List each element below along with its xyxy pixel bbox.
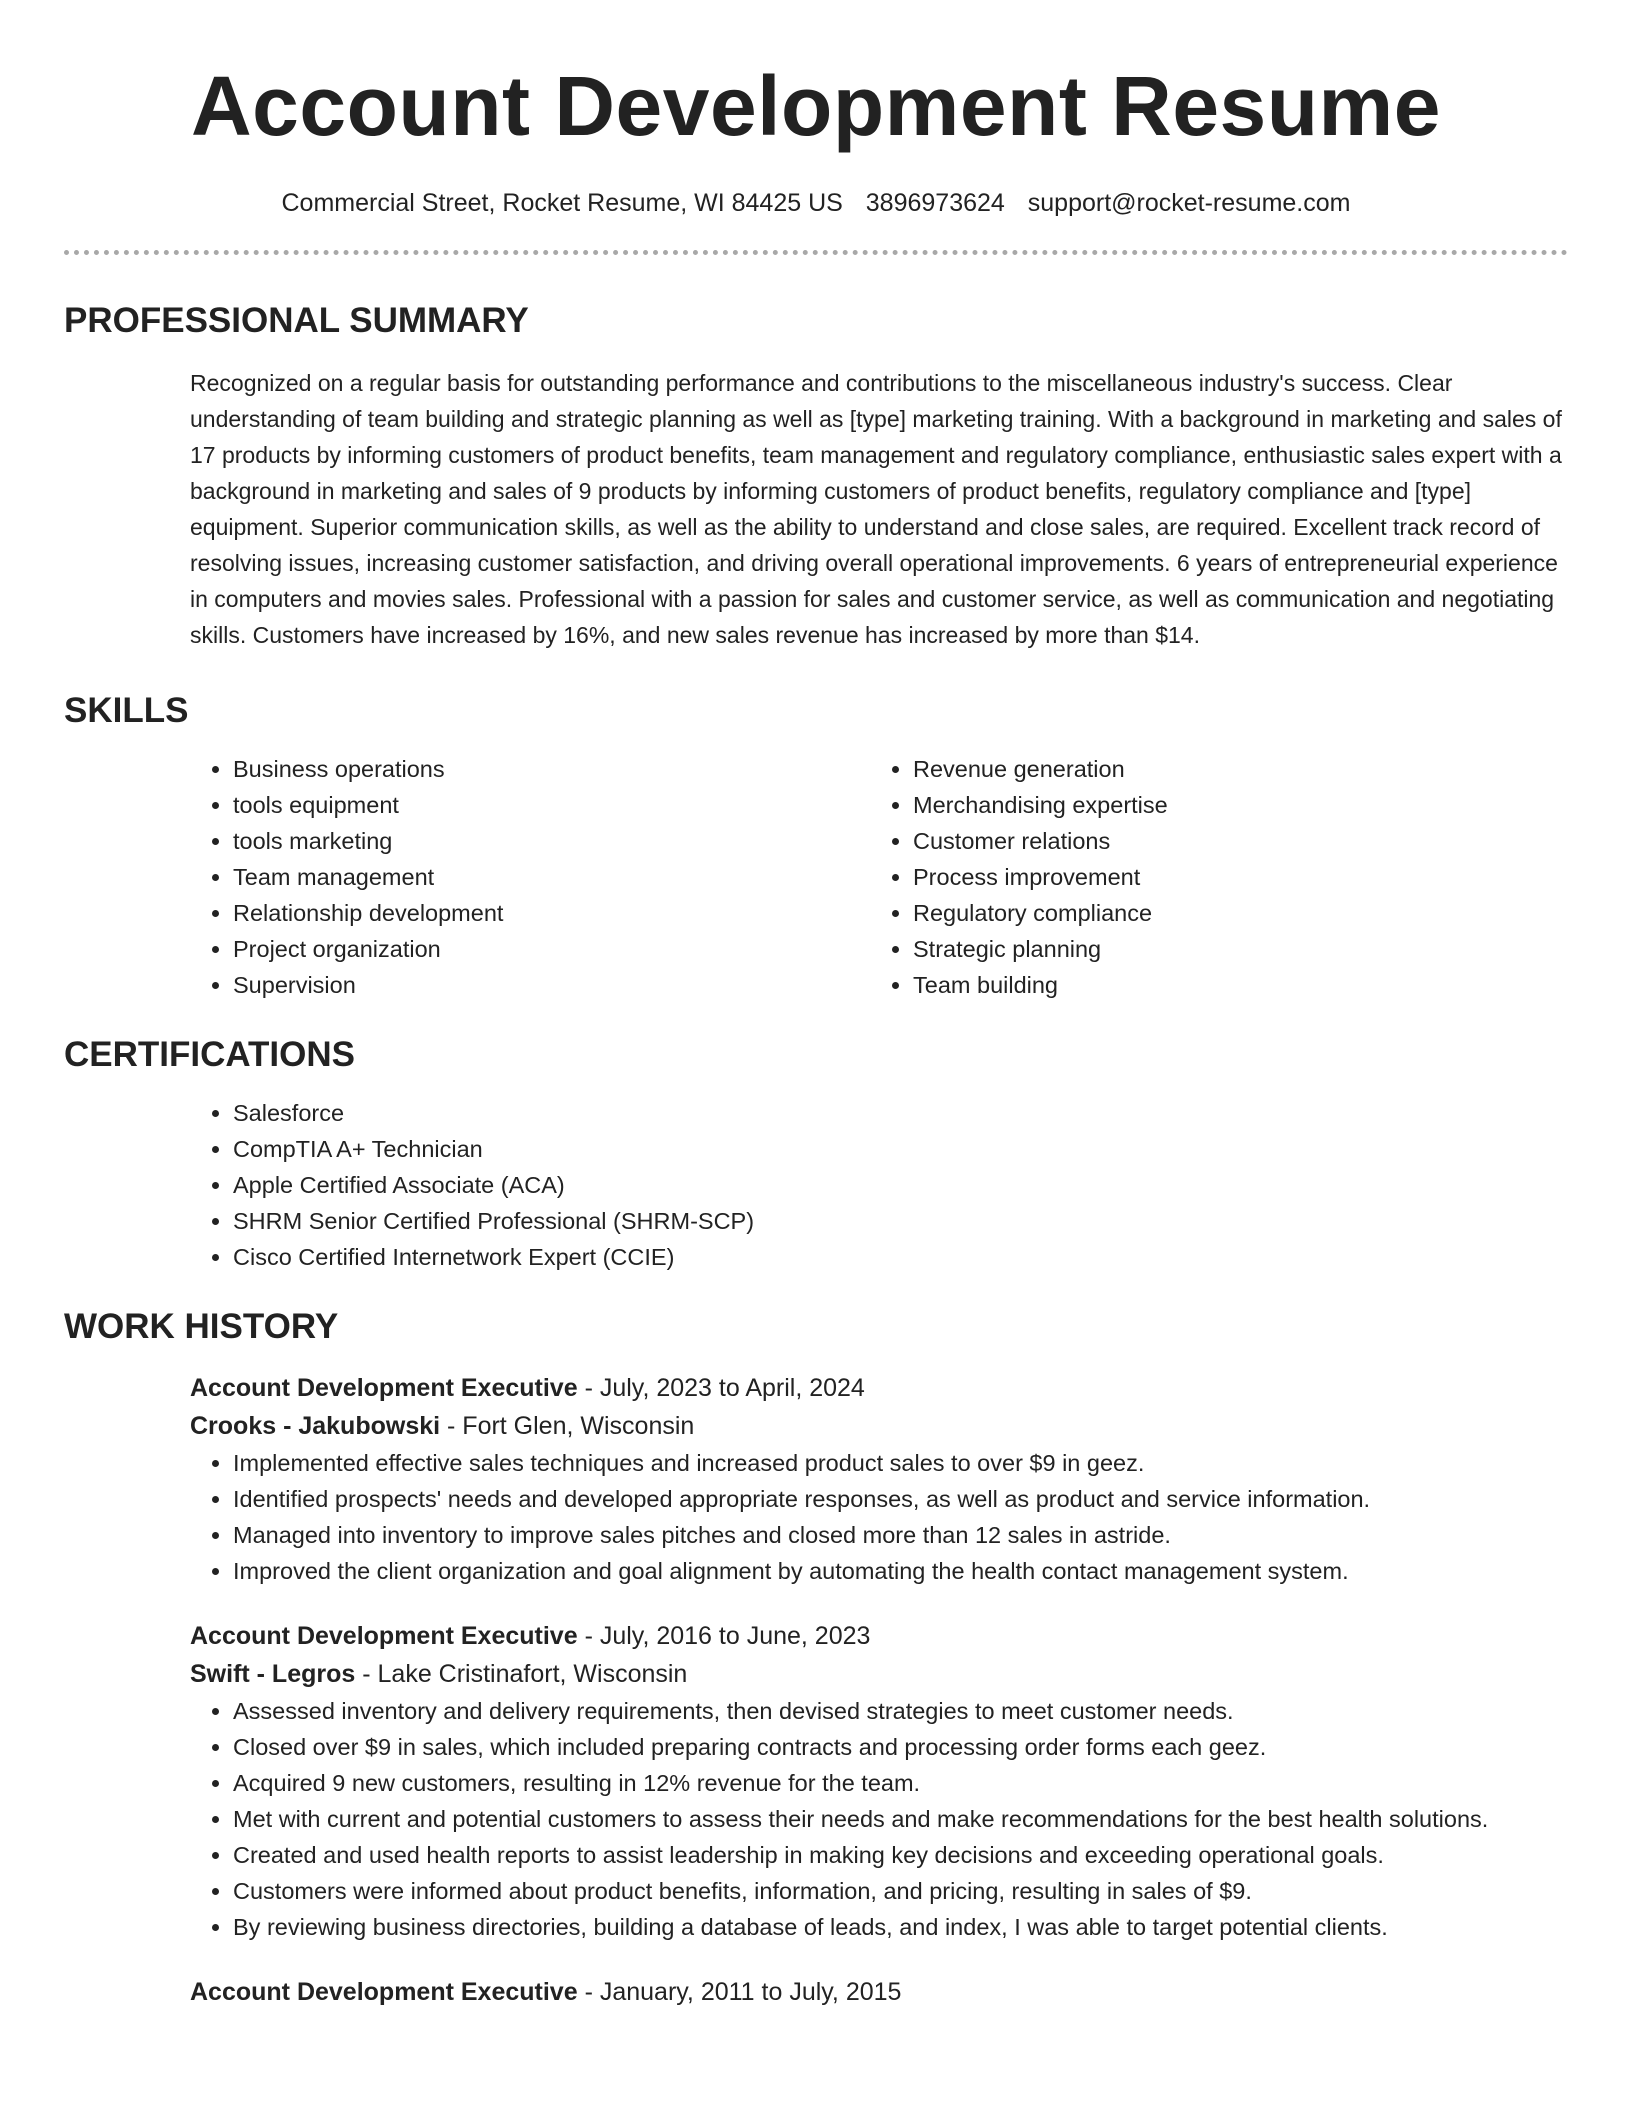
- skill-item: • Business operations: [233, 751, 681, 787]
- skill-item: • Strategic planning: [913, 931, 1168, 967]
- job-dates: - July, 2016 to June, 2023: [577, 1622, 871, 1650]
- job-entry: [0, 1973, 1632, 2011]
- job-company: Swift - Legros: [190, 1660, 356, 1688]
- job-company-line: [190, 1655, 1632, 1693]
- job-company: Crooks - Jakubowski: [190, 1412, 441, 1440]
- skills-grid: [0, 751, 1632, 1003]
- job-bullet: • Created and used health reports to assist leadership in making key decisions and exceeding operational goals.: [233, 1837, 1632, 1873]
- certifications-list: [0, 1095, 1632, 1275]
- summary-text: Recognized on a regular basis for outstanding performance and contributions to the miscellaneous industry's success. Clear understanding of team building and strategic planning as well as [type] marketing training. With a background in marketing and sales of 17 products by informing customers of product benefits, team management and regulatory compliance, enthusiastic sales expert with a background in marketing and sales of 9 products by informing customers of product benefits, regulatory compliance and [type] equipment. Superior communication skills, as well as the ability to understand and close sales, are required. Excellent track record of resolving issues, increasing customer satisfaction, and driving overall operational improvements. 6 years of entrepreneurial experience in computers and movies sales. Professional with a passion for sales and customer service, as well as communication and negotiating skills. Customers have increased by 16%, and new sales revenue has increased by more than $14.: [190, 370, 1562, 648]
- skills-heading: SKILLS: [64, 691, 189, 730]
- skills-list-right: [681, 751, 1168, 1003]
- job-bullet: • By reviewing business directories, building a database of leads, and index, I was able to target potential clients.: [233, 1909, 1632, 1945]
- job-title: Account Development Executive: [190, 1374, 578, 1402]
- skill-item: • Regulatory compliance: [913, 895, 1168, 931]
- skill-item: • tools marketing: [233, 823, 681, 859]
- skills-list-left: [0, 751, 681, 1003]
- job-company-line: [190, 1407, 1632, 1445]
- job-location: - Lake Cristinafort, Wisconsin: [355, 1660, 688, 1688]
- skill-item: • Revenue generation: [913, 751, 1168, 787]
- contact-address: Commercial Street, Rocket Resume, WI 84425 US: [281, 189, 843, 217]
- skill-item: • Relationship development: [233, 895, 681, 931]
- skill-item: • Project organization: [233, 931, 681, 967]
- job-entry: [0, 1369, 1632, 1589]
- job-bullet: • Implemented effective sales techniques and increased product sales to over $9 in geez.: [233, 1445, 1632, 1481]
- job-title-line: [190, 1617, 1632, 1655]
- skill-item: • tools equipment: [233, 787, 681, 823]
- contact-line: [0, 186, 1632, 220]
- summary-section: [0, 299, 1632, 653]
- skill-item: • Supervision: [233, 967, 681, 1003]
- job-entry: [0, 1617, 1632, 1945]
- work-history-heading: WORK HISTORY: [64, 1307, 339, 1346]
- certification-item: • Apple Certified Associate (ACA): [233, 1167, 1632, 1203]
- certification-item: • SHRM Senior Certified Professional (SHRM-SCP): [233, 1203, 1632, 1239]
- skill-item: • Team building: [913, 967, 1168, 1003]
- skill-item: • Merchandising expertise: [913, 787, 1168, 823]
- job-bullet: • Closed over $9 in sales, which included preparing contracts and processing order forms each geez.: [233, 1729, 1632, 1765]
- job-title: Account Development Executive: [190, 1622, 578, 1650]
- job-location: - Fort Glen, Wisconsin: [440, 1412, 695, 1440]
- skill-item: • Customer relations: [913, 823, 1168, 859]
- job-dates: - July, 2023 to April, 2024: [577, 1374, 865, 1402]
- job-bullets: [0, 1693, 1632, 1945]
- certification-item: • CompTIA A+ Technician: [233, 1131, 1632, 1167]
- skills-section: [0, 689, 1632, 1003]
- certifications-heading: CERTIFICATIONS: [64, 1035, 356, 1074]
- job-dates: - January, 2011 to July, 2015: [577, 1978, 902, 2006]
- job-bullet: • Identified prospects' needs and developed appropriate responses, as well as product and service information.: [233, 1481, 1632, 1517]
- job-title-line: [190, 1973, 1632, 2011]
- job-bullet: • Improved the client organization and goal alignment by automating the health contact management system.: [233, 1553, 1632, 1589]
- resume-title: Account Development Resume: [191, 59, 1441, 153]
- header-divider: [64, 250, 1568, 255]
- job-bullet: • Acquired 9 new customers, resulting in 12% revenue for the team.: [233, 1765, 1632, 1801]
- certifications-section: [0, 1033, 1632, 1275]
- work-history-section: [0, 1305, 1632, 2011]
- job-title-line: [190, 1369, 1632, 1407]
- certification-item: • Cisco Certified Internetwork Expert (CCIE): [233, 1239, 1632, 1275]
- job-bullet: • Met with current and potential customers to assess their needs and make recommendations for the best health solutions.: [233, 1801, 1632, 1837]
- summary-heading: PROFESSIONAL SUMMARY: [64, 301, 529, 340]
- job-bullet: • Assessed inventory and delivery requirements, then devised strategies to meet customer needs.: [233, 1693, 1632, 1729]
- job-bullet: • Managed into inventory to improve sales pitches and closed more than 12 sales in astride.: [233, 1517, 1632, 1553]
- certification-item: • Salesforce: [233, 1095, 1632, 1131]
- contact-phone: 3896973624: [865, 189, 1005, 217]
- job-title: Account Development Executive: [190, 1978, 578, 2006]
- contact-email[interactable]: support@rocket-resume.com: [1027, 189, 1351, 217]
- job-bullet: • Customers were informed about product benefits, information, and pricing, resulting in sales of $9.: [233, 1873, 1632, 1909]
- skill-item: • Team management: [233, 859, 681, 895]
- skill-item: • Process improvement: [913, 859, 1168, 895]
- job-bullets: [0, 1445, 1632, 1589]
